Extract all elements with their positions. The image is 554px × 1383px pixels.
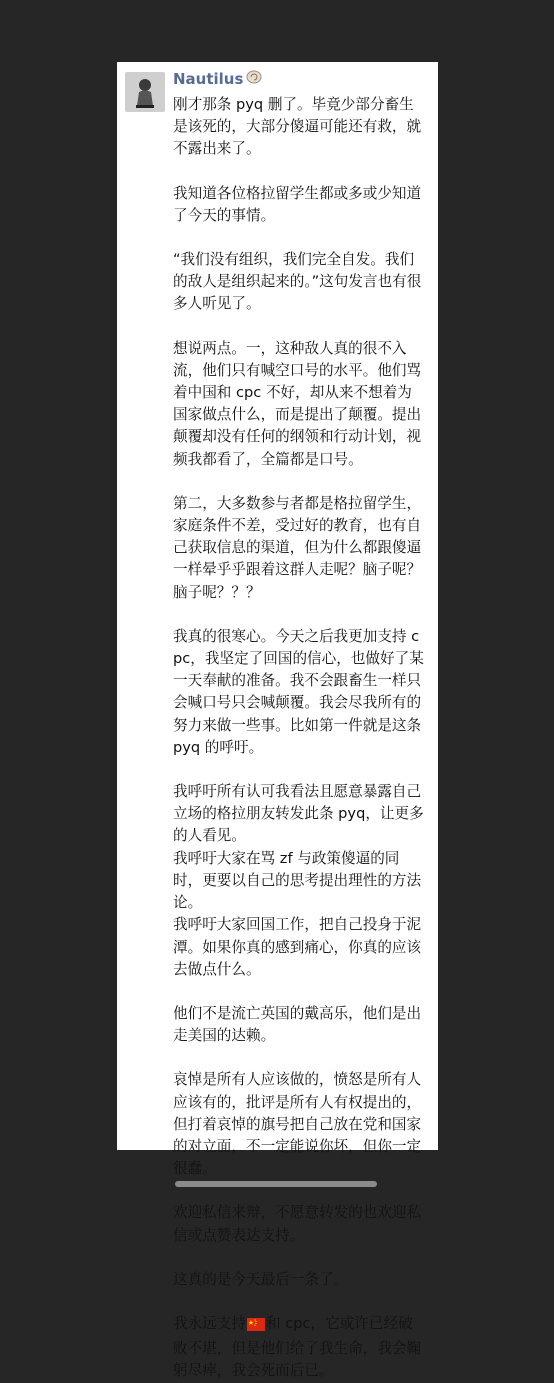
last-text-before-flag: 我永远支持 xyxy=(173,1314,246,1332)
author-name-text[interactable]: Nautilus xyxy=(173,70,244,88)
post-paragraph: 欢迎私信来辩，不愿意转发的也欢迎私信或点赞表达支持。 xyxy=(173,1204,422,1244)
moments-post-card xyxy=(117,62,438,1380)
post-text xyxy=(173,94,426,1383)
post-paragraph: 哀悼是所有人应该做的，愤怒是所有人应该有的，批评是所有人有权提出的，但打着哀悼的旗号把自己放在党和国家的对立面，不一定能说你坏，但你一定很蠢。 xyxy=(173,1071,422,1178)
post-paragraph-last xyxy=(173,1313,426,1383)
author-name[interactable] xyxy=(173,70,426,88)
last-text-after-flag: 和 cpc，它或许已经破败不堪，但是他们给了我生命，我会鞠躬尽瘁，我会死而后已。 xyxy=(173,1314,422,1380)
post-paragraph: 第二，大多数参与者都是格拉留学生，家庭条件不差，受过好的教育，也有自己获取信息的渠道，但为什么都跟傻逼一样晕乎乎跟着这群人走呢？脑子呢？脑子呢？？？ xyxy=(173,494,422,601)
china-flag-icon xyxy=(247,1316,265,1338)
post-paragraph: 我知道各位格拉留学生都或多或少知道了今天的事情。 xyxy=(173,184,422,224)
post-paragraph: “我们没有组织，我们完全自发。我们的敌人是组织起来的。”这句发言也有很多人听见了。 xyxy=(173,251,422,313)
post-paragraph: 刚才那条 pyq 删了。毕竟少部分畜生是该死的，大部分傻逼可能还有救，就不露出来了。 xyxy=(173,96,422,158)
nautilus-shell-icon xyxy=(246,70,262,88)
post-paragraph: 我真的很寒心。今天之后我更加支持 cpc，我坚定了回国的信心，也做好了某一天奉献的准备。我不会跟畜生一样只会喊口号只会喊颠覆。我会尽我所有的努力来做一些事。比如第一件就是这条 pyq 的呼吁。 xyxy=(173,627,424,756)
post-paragraph: 他们不是流亡英国的戴高乐，他们是出走美国的达赖。 xyxy=(173,1004,422,1045)
post-paragraph: 想说两点。一，这种敌人真的很不入流，他们只有喊空口号的水平。他们骂着中国和 cpc 不好，却从来不想着为国家做点什么，而是提出了颠覆。提出颠覆却没有任何的纲领和行动计划，视频我都看了，全篇都是口号。 xyxy=(173,339,422,468)
home-indicator[interactable] xyxy=(175,1181,377,1187)
post-paragraph: 这真的是今天最后一条了。 xyxy=(173,1270,349,1288)
post-paragraph-multiline: 我呼吁所有认可我看法且愿意暴露自己立场的格拉朋友转发此条 pyq，让更多的人看见。 我呼吁大家在骂 zf 与政策傻逼的同时，更要以自己的思考提出理性的方法论。 我呼吁大家回国工作，把自己投身于泥潭。如果你真的感到痛心，你真的应该去做点什么。 xyxy=(173,783,424,978)
avatar[interactable] xyxy=(125,72,165,112)
